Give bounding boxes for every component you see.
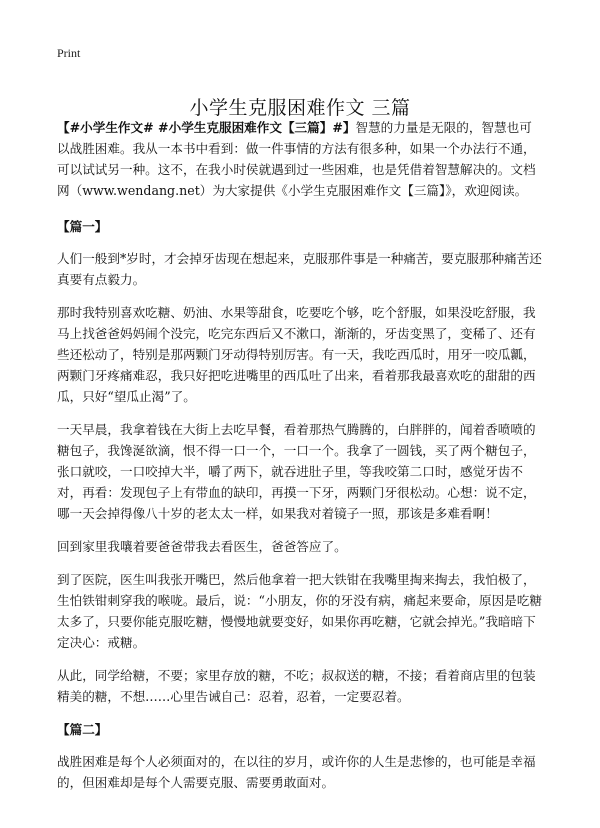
paragraph: 人们一般到*岁时，才会掉牙齿现在想起来，克服那件事是一种痛苦，要克服那种痛苦还真要有点毅力。 [57,251,542,287]
intro-paragraph [57,117,544,201]
print-link[interactable]: Print [57,46,81,60]
article-body [57,117,544,805]
page-title: 小学生克服困难作文 三篇 [189,96,411,119]
paragraph: 从此，同学给糖，不要；家里存放的糖，不吃；叔叔送的糖，不接；看着商店里的包装精美的糖，不想……心里告诫自己：忍着，忍着，一定要忍着。 [57,668,536,704]
paragraph: 回到家里我嚷着要爸爸带我去看医生，爸爸答应了。 [57,539,347,554]
paragraph: 一天早晨，我拿着钱在大街上去吃早餐，看着那热气腾腾的，白胖胖的，闻着香喷喷的糖包子，我馋涎欲滴，恨不得一口一个，一口一个。我拿了一圆钱，买了两个糖包子，张口就咬，一口咬掉大半，嚼了两下，就吞进肚子里，等我咬第二口时，感觉牙齿不对，再看：发现包子上有带血的缺印，再摸一下牙，两颗门牙很松动。心想：说不定，哪一天会掉得像八十岁的老太太一样，如果我对着镜子一照，那该是多难看啊！ [57,422,536,521]
section-heading: 【篇一】 [57,219,108,234]
intro-tags: 【#小学生作文# #小学生克服困难作文【三篇】#】 [57,120,356,135]
paragraph: 到了医院，医生叫我张开嘴巴，然后他拿着一把大铁钳在我嘴里掏来掏去，我怕极了，生怕铁钳刺穿我的喉咙。最后，说：“小朋友，你的牙没有病，痛起来要命，原因是吃糖太多了，只要你能克服吃糖，慢慢地就要变好，如果你再吃糖，它就会掉光。”我暗暗下定决心：戒糖。 [57,572,543,650]
intro-text: 智慧的力量是无限的，智慧也可以战胜困难。我从一本书中看到：做一件事情的方法有很多种，如果一个办法行不通，可以试试另一种。这不，在我小时侯就遇到过一些困难，也是凭借着智慧解决的。文档网（www.wendang.net）为大家提供《小学生克服困难作文【三篇】》，欢迎阅读。 [57,120,536,198]
paragraph: 那时我特别喜欢吃糖、奶油、水果等甜食，吃要吃个够，吃个舒服，如果没吃舒服，我马上找爸爸妈妈闹个没完，吃完东西后又不漱口，渐渐的，牙齿变黑了，变稀了、还有些还松动了，特别是那两颗门牙动得特别厉害。有一天，我吃西瓜时，用牙一咬瓜瓤，两颗门牙疼痛难忍，我只好把吃进嘴里的西瓜吐了出来，看着那我最喜欢吃的甜甜的西瓜，只好“望瓜止渴”了。 [57,305,536,404]
paragraph: 战胜困难是每个人必须面对的，在以往的岁月，或许你的人生是悲惨的，也可能是幸福的，但困难却是每个人需要克服、需要勇敢面对。 [57,754,536,790]
section-heading: 【篇二】 [57,722,108,737]
